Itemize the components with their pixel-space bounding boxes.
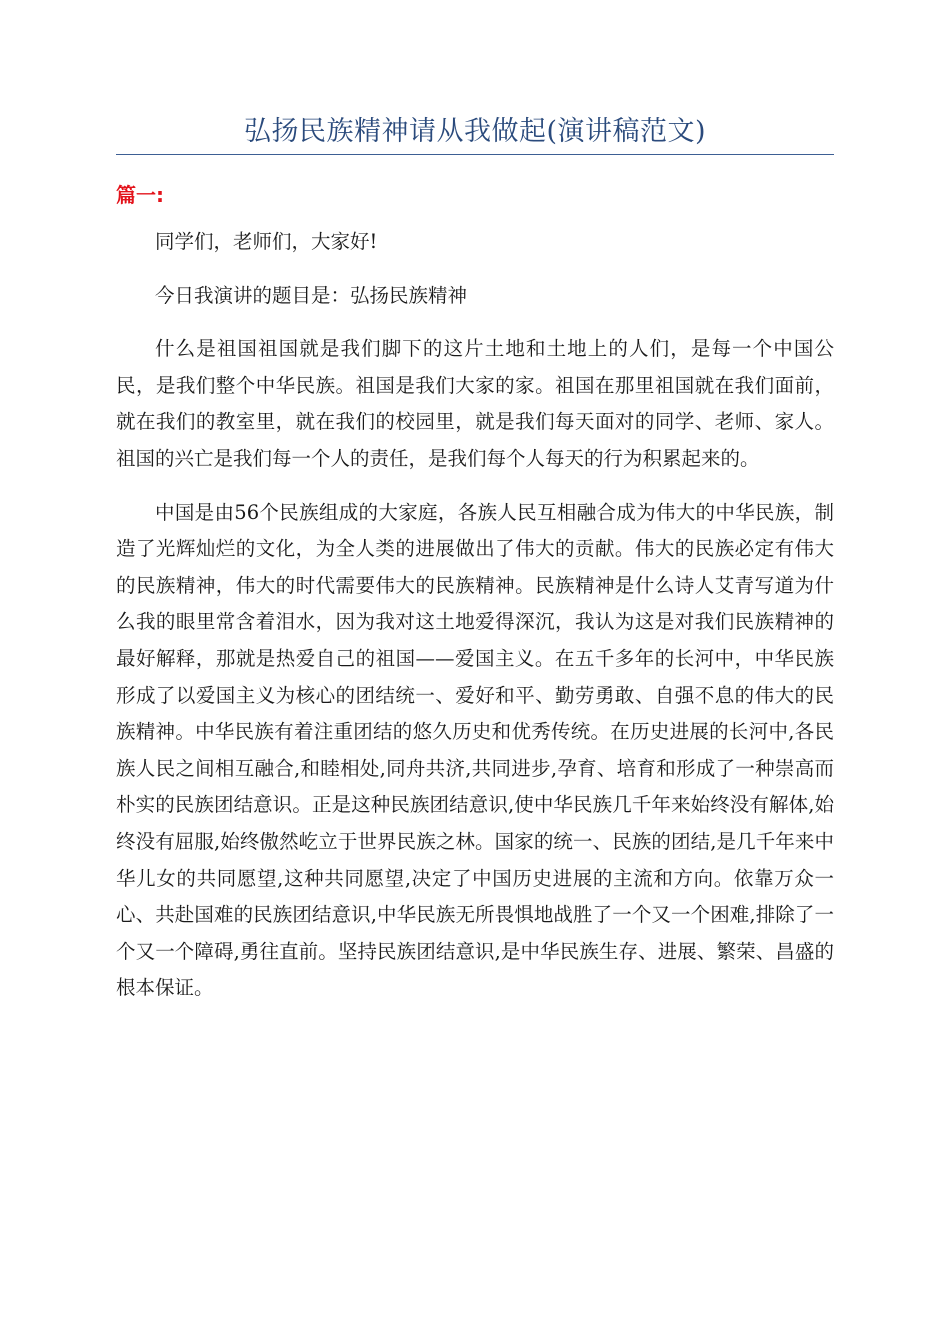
document-body — [116, 224, 834, 1024]
title-underline — [116, 154, 834, 155]
document-title: 弘扬民族精神请从我做起(演讲稿范文) — [243, 116, 707, 147]
body-paragraph: 中国是由56个民族组成的大家庭，各族人民互相融合成为伟大的中华民族，制造了光辉灿烂的文化，为全人类的进展做出了伟大的贡献。伟大的民族必定有伟大的民族精神，伟大的时代需要伟大的民族精神。民族精神是什么诗人艾青写道为什么我的眼里常含着泪水，因为我对这土地爱得深沉，我认为这是对我们民族精神的最好解释，那就是热爱自己的祖国——爱国主义。在五千多年的长河中，中华民族形成了以爱国主义为核心的团结统一、爱好和平、勤劳勇敢、自强不息的伟大的民族精神。中华民族有着注重团结的悠久历史和优秀传统。在历史进展的长河中,各民族人民之间相互融合,和睦相处,同舟共济,共同进步,孕育、培育和形成了一种崇高而朴实的民族团结意识。正是这种民族团结意识,使中华民族几千年来始终没有解体,始终没有屈服,始终傲然屹立于世界民族之林。国家的统一、民族的团结,是几千年来中华儿女的共同愿望,这种共同愿望,决定了中国历史进展的主流和方向。依靠万众一心、共赴国难的民族团结意识,中华民族无所畏惧地战胜了一个又一个困难,排除了一个又一个障碍,勇往直前。坚持民族团结意识,是中华民族生存、进展、繁荣、昌盛的根本保证。 — [116, 500, 834, 1000]
section-label: 篇一: — [116, 183, 164, 207]
topic-paragraph: 今日我演讲的题目是：弘扬民族精神 — [155, 283, 468, 307]
greeting-paragraph: 同学们，老师们，大家好! — [155, 230, 378, 253]
body-paragraph: 什么是祖国祖国就是我们脚下的这片土地和土地上的人们，是每一个中国公民，是我们整个中华民族。祖国是我们大家的家。祖国在那里祖国就在我们面前，就在我们的教室里，就在我们的校园里，就是我们每天面对的同学、老师、家人。祖国的兴亡是我们每一个人的责任，是我们每个人每天的行为积累起来的。 — [116, 337, 834, 470]
